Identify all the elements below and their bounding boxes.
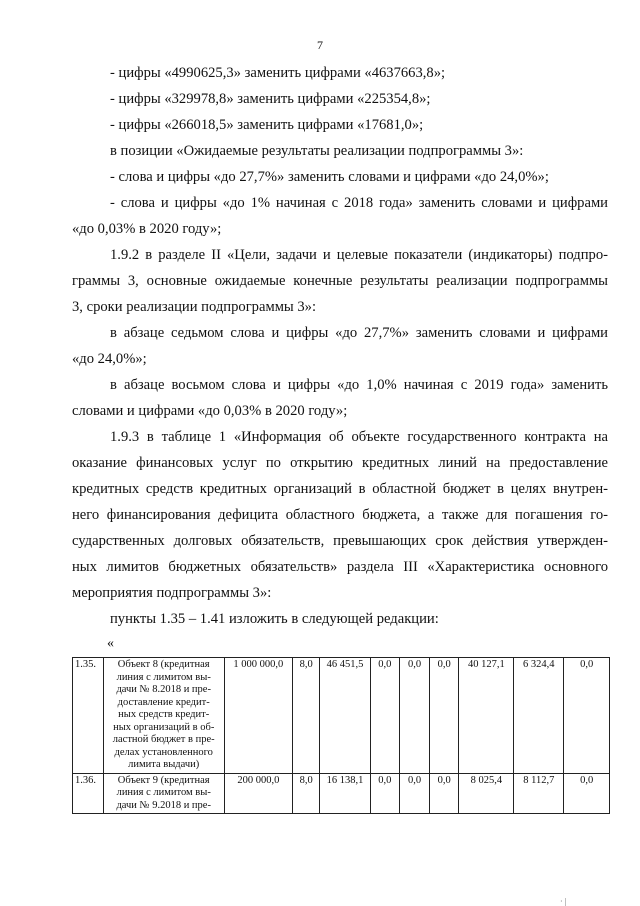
paragraph-line: - цифры «4990625,3» заменить цифрами «4637663,8»; [110,65,446,81]
table-row [73,658,610,774]
document-body [72,60,608,632]
paragraph-line: в абзаце восьмом слова и цифры «до 1,0% начиная с 2019 года» заменить [110,377,608,393]
paragraph-line: - слова и цифры «до 27,7%» заменить словами и цифрами «до 24,0%»; [110,169,549,185]
scan-speck: · | [560,897,567,906]
table-cell-sum: 1 000 000,0 [224,658,292,774]
paragraph-line: «до 24,0%»; [72,351,147,367]
table-cell-z2: 0,0 [400,773,430,814]
paragraph-line: пункты 1.35 – 1.41 изложить в следующей редакции: [110,611,439,627]
table-cell-rate: 8,0 [293,658,320,774]
paragraph-line: 3, сроки реализации подпрограммы 3»: [72,299,317,315]
paragraph-line: 1.9.3 в таблице 1 «Информация об объекте государственного контракта на [110,429,608,445]
table-cell-c: 0,0 [564,658,610,774]
table-cell-num: 1.36. [73,773,104,814]
table-row [73,773,610,814]
table-cell-name: Объект 8 (кредитная линия с лимитом вы- дачи № 8.2018 и пре- доставление кредит- ных средств кредит- ных организаций в об- ластной бюджет в пре- делах установленного лимита выдачи) [103,658,224,774]
table-cell-c: 0,0 [564,773,610,814]
paragraph-line: «до 0,03% в 2020 году»; [72,221,222,237]
table-cell-name: Объект 9 (кредитная линия с лимитом вы- дачи № 9.2018 и пре- [103,773,224,814]
table-cell-a: 40 127,1 [459,658,514,774]
paragraph-line: кредитных средств кредитных организаций в областной бюджет в целях внутрен- [72,481,608,497]
table-cell-b: 8 112,7 [514,773,564,814]
table-open-quote: « [107,636,114,651]
table-cell-v1: 46 451,5 [320,658,370,774]
table-cell-num: 1.35. [73,658,104,774]
table-cell-z1: 0,0 [370,658,400,774]
table-cell-b: 6 324,4 [514,658,564,774]
object-table [72,657,610,814]
table-cell-z3: 0,0 [429,773,459,814]
table-cell-a: 8 025,4 [459,773,514,814]
paragraph-line: в позиции «Ожидаемые результаты реализации подпрограммы 3»: [110,143,524,159]
paragraph-line: ных лимитов бюджетных обязательств» раздела III «Характеристика основного [72,559,608,575]
table-cell-z1: 0,0 [370,773,400,814]
paragraph-line: оказание финансовых услуг по открытию кредитных линий на предоставление [72,455,608,471]
paragraph-line: него финансирования дефицита областного бюджета, а также для погашения го- [72,507,608,523]
page-number: 7 [317,38,323,52]
paragraph-line: мероприятия подпрограммы 3»: [72,585,272,601]
paragraph-line: в абзаце седьмом слова и цифры «до 27,7%» заменить словами и цифрами [110,325,608,341]
paragraph-line: - слова и цифры «до 1% начиная с 2018 года» заменить словами и цифрами [110,195,608,211]
paragraph-line: - цифры «266018,5» заменить цифрами «17681,0»; [110,117,424,133]
table-cell-v1: 16 138,1 [320,773,370,814]
table-cell-sum: 200 000,0 [224,773,292,814]
paragraph-line: 1.9.2 в разделе II «Цели, задачи и целевые показатели (индикаторы) подпро- [110,247,608,263]
paragraph-line: сударственных долговых обязательств, превышающих срок действия утвержден- [72,533,608,549]
table-cell-z2: 0,0 [400,658,430,774]
paragraph-line: - цифры «329978,8» заменить цифрами «225354,8»; [110,91,431,107]
paragraph-line: словами и цифрами «до 0,03% в 2020 году»; [72,403,348,419]
table-cell-rate: 8,0 [293,773,320,814]
paragraph-line: граммы 3, основные ожидаемые конечные результаты реализации подпрограммы [72,273,608,289]
table-cell-z3: 0,0 [429,658,459,774]
